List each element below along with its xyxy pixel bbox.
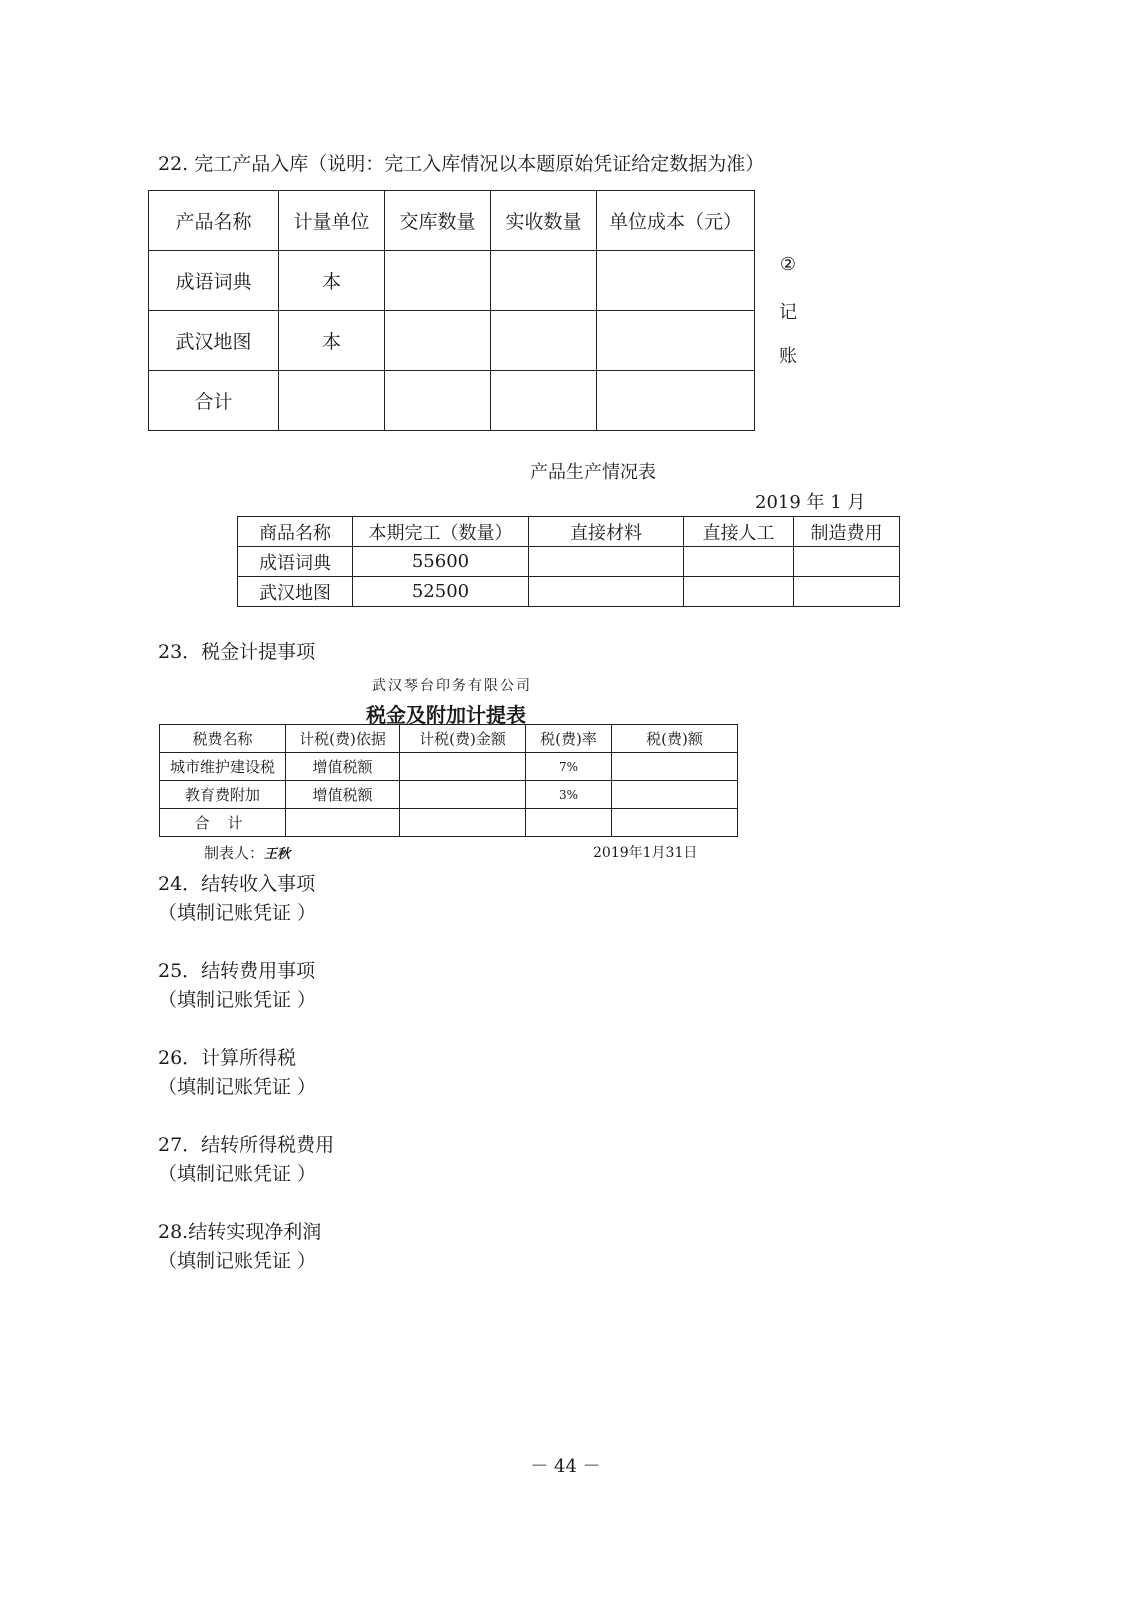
table-cell: [597, 251, 755, 311]
section-25-note: （填制记账凭证 ）: [158, 989, 317, 1011]
table-cell: [385, 371, 491, 431]
table-row: [149, 371, 755, 431]
table-header-row: [238, 517, 900, 547]
table-row: [238, 547, 900, 577]
table-row: [160, 809, 738, 837]
header-cell: 税(费)率: [526, 725, 612, 753]
table-cell: [286, 809, 400, 837]
table-cell: 武汉地图: [238, 577, 353, 607]
header-cell: 计税(费)金额: [400, 725, 526, 753]
table-cell: [385, 311, 491, 371]
header-cell: 税费名称: [160, 725, 286, 753]
header-cell: 制造费用: [794, 517, 900, 547]
section-27-note: （填制记账凭证 ）: [158, 1163, 317, 1185]
table-cell: [491, 311, 597, 371]
header-cell: 直接人工: [684, 517, 794, 547]
table-cell: [385, 251, 491, 311]
table-cell: [526, 809, 612, 837]
table-cell: [684, 547, 794, 577]
header-cell: 单位成本（元）: [597, 191, 755, 251]
table-cell: 7%: [526, 753, 612, 781]
header-cell: 实收数量: [491, 191, 597, 251]
header-cell: 计量单位: [279, 191, 385, 251]
header-cell: 本期完工（数量）: [353, 517, 529, 547]
table-cell: [491, 251, 597, 311]
table-cell: 成语词典: [149, 251, 279, 311]
section-23-title: 23．税金计提事项: [158, 641, 316, 663]
table-cell: [529, 577, 684, 607]
table-cell: 增值税额: [286, 781, 400, 809]
table-cell: 教育费附加: [160, 781, 286, 809]
table-cell: 增值税额: [286, 753, 400, 781]
table-row: [149, 251, 755, 311]
company-name: 武汉琴台印务有限公司: [372, 678, 532, 694]
table-row: [160, 781, 738, 809]
table-cell: [794, 547, 900, 577]
circled-two-mark: ②: [779, 254, 797, 275]
table-row: [238, 577, 900, 607]
side-note-char: 账: [779, 346, 797, 367]
tax-table-date: 2019年1月31日: [593, 845, 698, 861]
table-cell: [279, 371, 385, 431]
tax-surcharge-table: [159, 724, 738, 837]
table-cell: [597, 311, 755, 371]
preparer-signature: 王秋: [264, 847, 291, 862]
table-cell: 合计: [149, 371, 279, 431]
section-24-title: 24．结转收入事项: [158, 873, 316, 895]
header-cell: 税(费)额: [612, 725, 738, 753]
section-22-title: 22. 完工产品入库（说明：完工入库情况以本题原始凭证给定数据为准）: [158, 153, 765, 175]
table-cell: [612, 809, 738, 837]
production-table-date: 2019 年 1 月: [755, 492, 866, 513]
side-note-char: 记: [779, 302, 797, 323]
section-25-title: 25．结转费用事项: [158, 960, 316, 982]
table-row: [149, 311, 755, 371]
table-cell: 52500: [353, 577, 529, 607]
table-cell: 成语词典: [238, 547, 353, 577]
section-26-title: 26．计算所得税: [158, 1047, 297, 1069]
table-cell: [400, 753, 526, 781]
header-cell: 计税(费)依据: [286, 725, 400, 753]
table-cell: [612, 781, 738, 809]
table-cell: 合计: [160, 809, 286, 837]
table-cell: 本: [279, 311, 385, 371]
section-27-title: 27．结转所得税费用: [158, 1134, 335, 1156]
table-row: [160, 753, 738, 781]
header-cell: 商品名称: [238, 517, 353, 547]
table-cell: [491, 371, 597, 431]
table-cell: 55600: [353, 547, 529, 577]
table-cell: [597, 371, 755, 431]
section-26-note: （填制记账凭证 ）: [158, 1076, 317, 1098]
page-number: － 44 －: [530, 1456, 601, 1477]
production-table-title: 产品生产情况表: [530, 462, 656, 483]
section-28-title: 28.结转实现净利润: [158, 1221, 322, 1243]
section-28-note: （填制记账凭证 ）: [158, 1250, 317, 1272]
table-cell: [612, 753, 738, 781]
preparer-line: [204, 842, 290, 863]
table-cell: [400, 781, 526, 809]
header-cell: 直接材料: [529, 517, 684, 547]
production-table: [237, 516, 900, 607]
preparer-label: 制表人：: [204, 844, 265, 862]
table-cell: [794, 577, 900, 607]
table-cell: 本: [279, 251, 385, 311]
finished-goods-table: [148, 190, 755, 431]
table-cell: [400, 809, 526, 837]
table-cell: 武汉地图: [149, 311, 279, 371]
table-cell: [529, 547, 684, 577]
tax-table-title: 税金及附加计提表: [366, 703, 526, 727]
table-cell: 城市维护建设税: [160, 753, 286, 781]
header-cell: 交库数量: [385, 191, 491, 251]
table-header-row: [160, 725, 738, 753]
table-cell: 3%: [526, 781, 612, 809]
table-cell: [684, 577, 794, 607]
header-cell: 产品名称: [149, 191, 279, 251]
section-24-note: （填制记账凭证 ）: [158, 902, 317, 924]
table-header-row: [149, 191, 755, 251]
